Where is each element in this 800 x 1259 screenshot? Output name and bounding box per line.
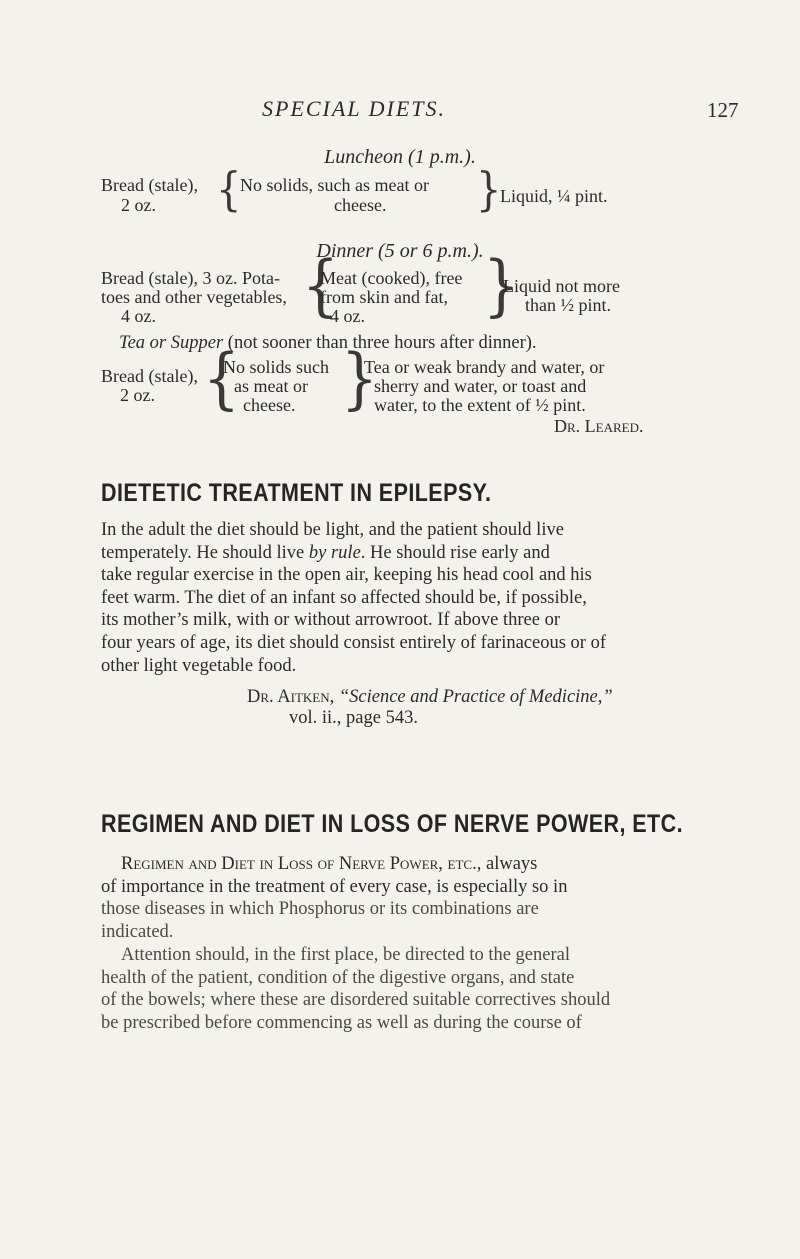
dinner-col1-line2: toes and other vegetables, [101, 287, 287, 307]
epilepsy-paragraph [101, 519, 713, 677]
supper-solids-line3: cheese. [243, 395, 296, 415]
left-brace: { [203, 338, 240, 418]
epilepsy-heading: DIETETIC TREATMENT IN EPILEPSY. [101, 479, 492, 507]
left-brace: { [216, 163, 242, 217]
regimen-heading: REGIMEN AND DIET IN LOSS OF NERVE POWER, ETC. [101, 810, 683, 838]
supper-solids-line1: No solids such [223, 357, 330, 377]
supper-solids-line2: as meat or [234, 376, 308, 396]
supper-title [119, 334, 537, 352]
emphasis: by rule [308, 542, 361, 563]
running-title: SPECIAL DIETS. [262, 96, 447, 121]
epilepsy-line: In the adult the diet should be light, and the patient should live [101, 520, 564, 540]
supper-bread-line1: Bread (stale), [101, 366, 198, 386]
regimen-line: Regimen and Diet in Loss of Nerve Power, etc., always [121, 854, 538, 874]
regimen-line: those diseases in which Phosphorus or its combinations are [101, 899, 539, 920]
luncheon-solids-line2: cheese. [334, 195, 387, 215]
left-brace: { [302, 245, 339, 325]
dinner-liquid-line2: than ½ pint. [525, 295, 611, 315]
regimen-paragraph-1 [101, 853, 713, 943]
regimen-lead: Regimen and Diet in Loss of Nerve Power, etc., [121, 854, 482, 874]
dinner-col2-line3: 4 oz. [330, 306, 365, 326]
epilepsy-line: its mother’s milk, with or without arrowroot. If above three or [101, 610, 560, 631]
regimen-paragraph-2 [101, 944, 713, 1034]
regimen-line: of importance in the treatment of every case, is especially so in [101, 876, 568, 897]
supper-title-rest: (not sooner than three hours after dinner). [227, 333, 537, 353]
epilepsy-line: four years of age, its diet should consist entirely of farinaceous or of [101, 632, 607, 653]
luncheon-bread-line2: 2 oz. [121, 195, 156, 215]
regimen-line: of the bowels; where these are disordered suitable correctives should [101, 990, 611, 1011]
dinner-title: Dinner (5 or 6 p.m.). [316, 240, 484, 262]
supper-signature: Dr. Leared. [554, 416, 644, 436]
epilepsy-line: other light vegetable food. [101, 655, 297, 676]
supper-title-italic: Tea or Supper [119, 333, 224, 353]
page-number: 127 [707, 98, 739, 122]
dinner-col2-line2: from skin and fat, [320, 287, 448, 307]
supper-drink-line3: water, to the extent of ½ pint. [374, 395, 586, 415]
citation-ref: vol. ii., page 543. [289, 708, 418, 728]
dinner-col1-line3: 4 oz. [121, 306, 156, 326]
regimen-line: Attention should, in the first place, be directed to the general [121, 945, 570, 965]
epilepsy-line: take regular exercise in the open air, keeping his head cool and his [101, 565, 592, 586]
luncheon-title: Luncheon (1 p.m.). [324, 146, 476, 168]
regimen-line: indicated. [101, 921, 174, 942]
right-brace: } [341, 338, 378, 418]
dinner-liquid-line1: Liquid not more [503, 276, 620, 296]
citation-work: “Science and Practice of Medicine,” [338, 687, 613, 707]
dinner-col2-line1: Meat (cooked), free [320, 268, 463, 288]
dinner-col1-line1: Bread (stale), 3 oz. Pota- [101, 268, 280, 288]
citation-author: Dr. Aitken, [247, 687, 335, 707]
epilepsy-line: feet warm. The diet of an infant so affected should be, if possible, [101, 587, 587, 608]
epilepsy-line: temperately. He should live by rule. He should rise early and [101, 542, 550, 563]
supper-drink-line1: Tea or weak brandy and water, or [364, 357, 605, 377]
supper-bread-line2: 2 oz. [120, 385, 155, 405]
luncheon-liquid: Liquid, ¼ pint. [500, 186, 608, 206]
right-brace: } [483, 245, 520, 325]
regimen-line: be prescribed before commencing as well as during the course of [101, 1012, 582, 1033]
luncheon-bread-line1: Bread (stale), [101, 175, 198, 195]
page-header [0, 96, 800, 126]
epilepsy-citation [247, 688, 613, 706]
right-brace: } [476, 163, 502, 217]
supper-drink-line2: sherry and water, or toast and [374, 376, 587, 396]
luncheon-solids-line1: No solids, such as meat or [240, 175, 429, 195]
regimen-line: health of the patient, condition of the digestive organs, and state [101, 967, 575, 988]
